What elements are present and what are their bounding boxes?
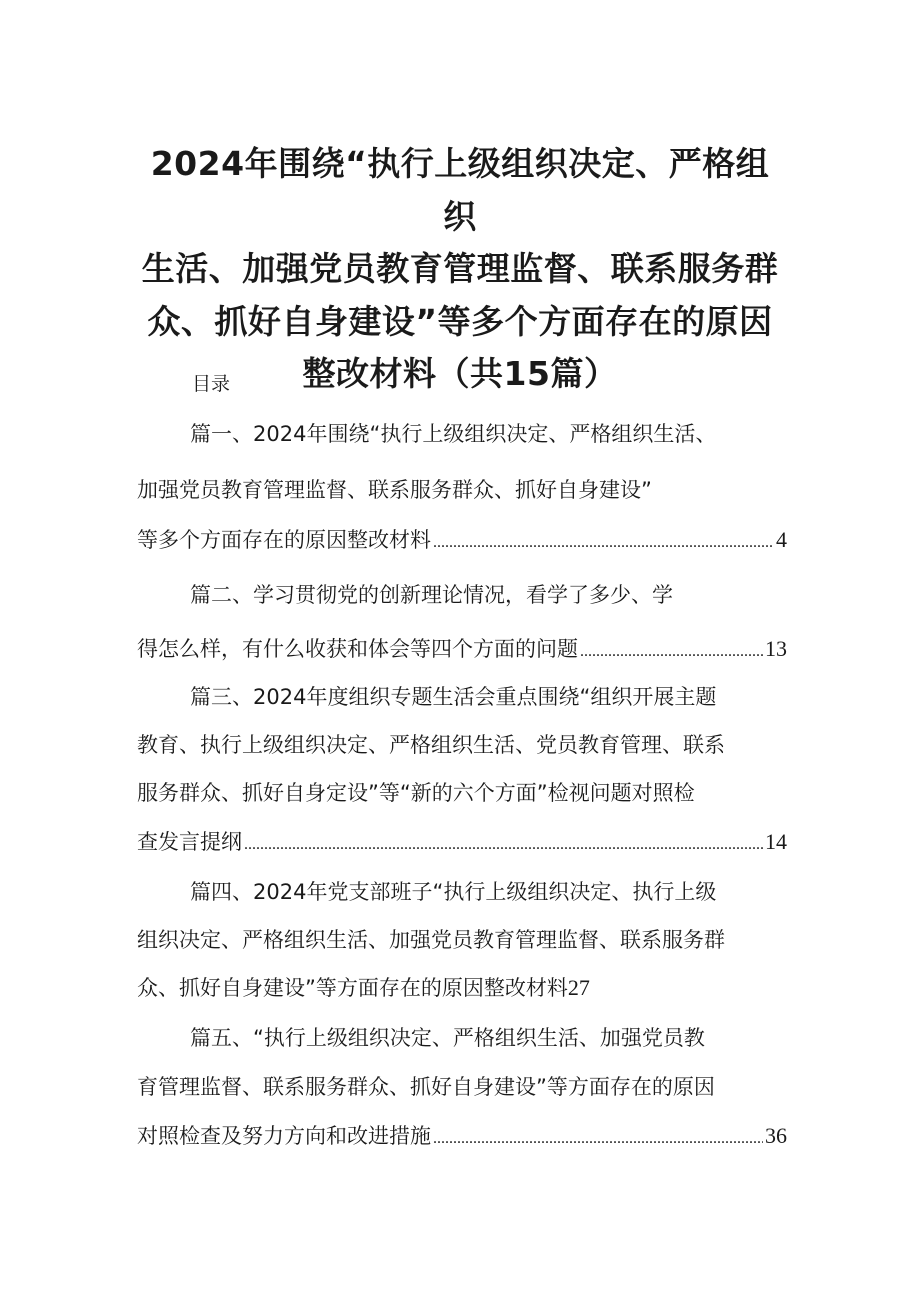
toc-entry-1-line-2[interactable]: 加强党员教育管理监督、联系服务群众、抓好自身建设” bbox=[137, 478, 652, 502]
toc-entry-2-last-line[interactable] bbox=[137, 627, 787, 671]
dot-leader bbox=[433, 1117, 763, 1161]
toc-entry-4-line-1[interactable]: 篇四、2024年党支部班子“执行上级组织决定、执行上级 bbox=[190, 880, 717, 904]
dot-leader bbox=[433, 521, 774, 565]
toc-page-number: 27 bbox=[567, 975, 590, 1000]
toc-entry-3-line-1[interactable]: 篇三、2024年度组织专题生活会重点围绕“组织开展主题 bbox=[190, 685, 717, 709]
title-line: 2024年围绕“执行上级组织决定、严格组织 bbox=[150, 144, 770, 236]
toc-entry-1-line-1[interactable]: 篇一、2024年围绕“执行上级组织决定、严格组织生活、 bbox=[190, 422, 717, 446]
title-line: 众、抓好自身建设”等多个方面存在的原因 bbox=[147, 301, 773, 341]
toc-entry-3-line-3[interactable]: 服务群众、抓好自身定设”等“新的六个方面”检视问题对照检 bbox=[137, 781, 695, 805]
toc-entry-3-last-line[interactable] bbox=[137, 820, 787, 864]
toc-entry-text: 等多个方面存在的原因整改材料 bbox=[137, 528, 431, 552]
toc-entry-5-last-line[interactable] bbox=[137, 1114, 787, 1158]
toc-page-number: 13 bbox=[765, 636, 787, 661]
title-line: 整改材料（共15篇） bbox=[302, 354, 618, 394]
toc-entry-5-line-1[interactable]: 篇五、“执行上级组织决定、严格组织生活、加强党员教 bbox=[190, 1026, 705, 1050]
title-line: 生活、加强党员教育管理监督、联系服务群 bbox=[141, 249, 779, 289]
toc-heading: 目录 bbox=[192, 373, 231, 395]
toc-page-number: 4 bbox=[776, 527, 787, 552]
dot-leader bbox=[580, 630, 763, 674]
toc-page-number: 36 bbox=[765, 1123, 787, 1148]
document-title bbox=[136, 138, 784, 401]
toc-entry-3-line-2[interactable]: 教育、执行上级组织决定、严格组织生活、党员教育管理、联系 bbox=[137, 733, 725, 757]
toc-entry-text: 查发言提纲 bbox=[137, 830, 242, 854]
toc-page-number: 14 bbox=[765, 829, 787, 854]
toc-entry-text: 众、抓好自身建设”等方面存在的原因整改材料 bbox=[137, 976, 568, 1000]
dot-leader bbox=[244, 823, 763, 867]
toc-entry-2-line-1[interactable]: 篇二、学习贯彻党的创新理论情况，看学了多少、学 bbox=[190, 583, 673, 607]
toc-entry-4-last-line[interactable] bbox=[137, 966, 787, 1010]
toc-entry-text: 得怎么样，有什么收获和体会等四个方面的问题 bbox=[137, 637, 578, 661]
toc-entry-text: 对照检查及努力方向和改进措施 bbox=[137, 1124, 431, 1148]
toc-entry-1-last-line[interactable] bbox=[137, 518, 787, 562]
toc-entry-5-line-2[interactable]: 育管理监督、联系服务群众、抓好自身建设”等方面存在的原因 bbox=[137, 1075, 715, 1099]
toc-entry-4-line-2[interactable]: 组织决定、严格组织生活、加强党员教育管理监督、联系服务群 bbox=[137, 928, 725, 952]
